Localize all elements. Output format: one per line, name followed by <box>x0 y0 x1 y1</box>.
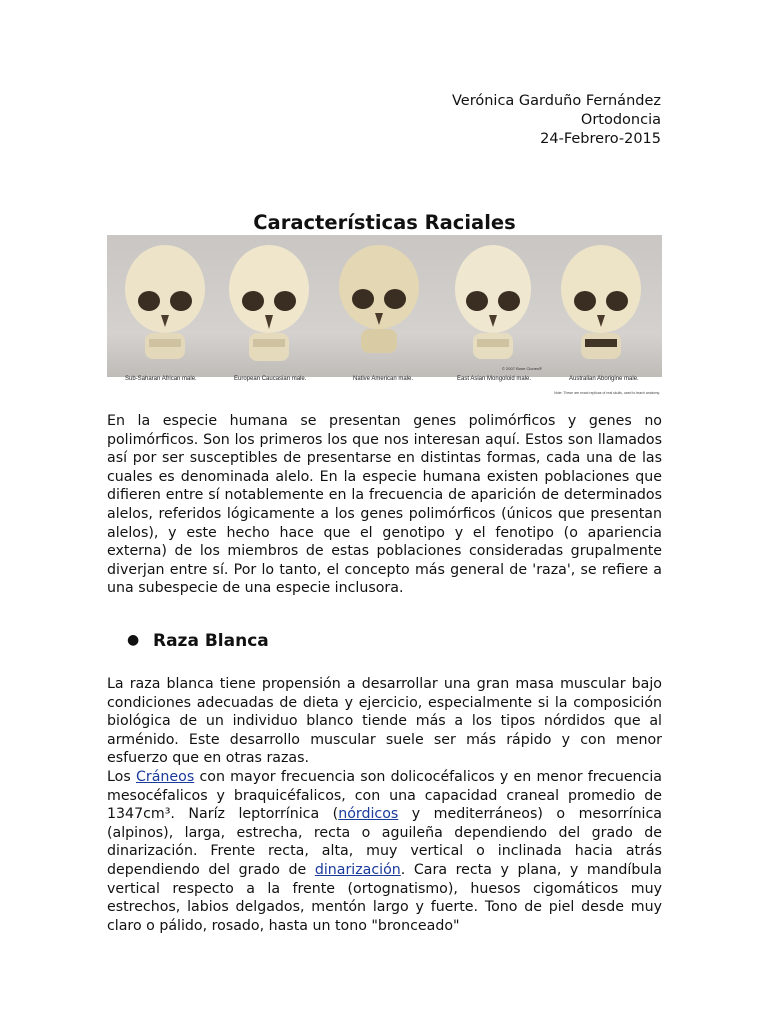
caption-european: European Caucasian male. <box>234 376 307 382</box>
document-header <box>452 92 661 149</box>
skull-image-european <box>223 241 315 369</box>
paragraph-text: con mayor frecuencia son dolicocéfalicos y en menor frecuencia mesocéfalicos y braquicéfalicos, con una capacidad craneal promedio de 1347cm³. Naríz leptorrínica ( <box>107 768 662 823</box>
caption-african: Sub-Saharan African male. <box>125 376 197 382</box>
caption-australian: Australian Aborigine male. <box>569 376 639 382</box>
link-craneos[interactable]: Cráneos <box>135 768 195 785</box>
skull-image-native-american <box>333 241 425 369</box>
section-heading-text: Raza Blanca <box>153 631 269 651</box>
link-nordicos[interactable]: nórdicos <box>338 806 399 823</box>
subject-name: Ortodoncia <box>580 112 661 128</box>
skull-image-african <box>119 241 211 369</box>
document-date: 24-Febrero-2015 <box>540 131 661 147</box>
photo-copyright: © 2007 Bone Clones® <box>502 366 542 371</box>
caption-native-american: Native American male. <box>353 376 414 382</box>
skulls-figure <box>107 235 662 400</box>
paragraph-text: y mediterráneos) o mesorrínica (alpinos), larga, estrecha, recta o aguileña dependiendo del grado de dinarización. Frente recta, alta, muy vertical o inclinada hacia atrás dependiendo del grado de <box>107 806 662 878</box>
section-paragraph-2 <box>107 768 662 935</box>
photo-note: Note: These are exact replicas of real skulls, used to teach anatomy. <box>554 391 660 395</box>
caption-east-asian: East Asian Mongoloid male. <box>457 376 532 382</box>
section-paragraph-1: La raza blanca tiene propensión a desarrollar una gran masa muscular bajo condiciones adecuadas de dieta y ejercicio, especialmente si la composición biológica de un individuo blanco tiende más a los tipos nórdidos que al arménido. Este desarrollo muscular suele ser más rápido y con menor esfuerzo que en otras razas. <box>107 676 662 767</box>
skull-image-australian <box>555 241 647 369</box>
skulls-photo <box>107 235 662 377</box>
bullet-icon: ● <box>127 632 140 648</box>
paragraph-text: Los <box>107 768 136 785</box>
skull-image-east-asian <box>447 241 539 369</box>
section-body <box>107 675 662 943</box>
intro-paragraph: En la especie humana se presentan genes polimórficos y genes no polimórficos. Son los primeros los que nos interesan aquí. Estos son llamados así por ser susceptibles de presentarse en distintas formas, cada una de las cuales es denominada alelo. En la especie humana existen poblaciones que difieren entre sí notablemente en la frecuencia de aparición de determinados alelos, referidos lógicamente a los genes polimórficos (únicos que presentan alelos), y este hecho hace que el genotipo y el fenotipo (o apariencia externa) de los miembros de estas poblaciones consideradas grupalmente diverjan entre sí. Por lo tanto, el concepto más general de 'raza', se refiere a una subespecie de una especie inclusora. <box>107 413 662 597</box>
section-heading <box>127 631 269 651</box>
link-dinarizacion[interactable]: dinarización <box>314 861 401 878</box>
skull-captions <box>107 376 662 386</box>
author-name: Verónica Garduño Fernández <box>452 93 661 109</box>
document-title: Características Raciales <box>253 211 516 234</box>
paragraph-text: . Cara recta y plana, y mandíbula vertical respecto a la frente (ortognatismo), huesos cigomáticos muy estrechos, labios delgados, mentón largo y fuerte. Tono de piel desde muy claro o pálido, rosado, hasta un tono "bronceado" <box>107 861 662 934</box>
